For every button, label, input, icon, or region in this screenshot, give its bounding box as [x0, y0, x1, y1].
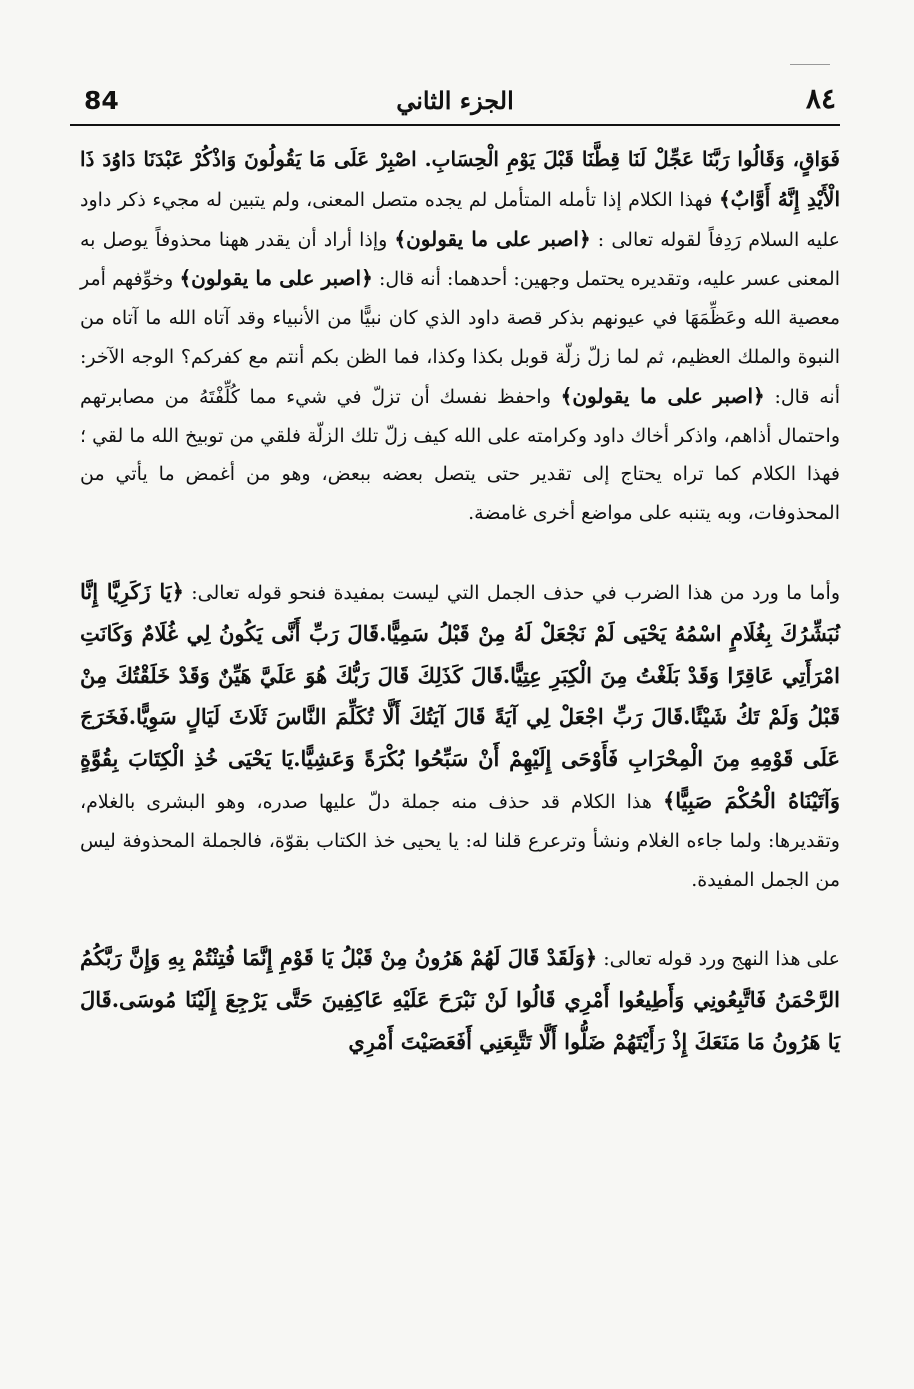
page-number-arabic: ٨٤ — [805, 82, 836, 115]
paragraph-2 — [80, 571, 840, 899]
text-run: فهذا الكلام إذا تأمله المتأمل لم يجده متصل المعنى، ولم يتبين له مجيء ذكر داود عليه السلام رَدِفاً لقوله تعالى : — [80, 188, 840, 251]
quran-quote: ﴿يَا زَكَرِيَّا إِنَّا نُبَشِّرُكَ بِغُلَامٍ اسْمُهُ يَحْيَى لَمْ نَجْعَلْ لَهُ مِنْ قَبْلُ سَمِيًّا.قَالَ رَبِّ أَنَّى يَكُونُ لِي غُلَامٌ وَكَانَتِ امْرَأَتِي عَاقِرًا وَقَدْ بَلَغْتُ مِنَ الْكِبَرِ عِتِيًّا.قَالَ كَذَلِكَ قَالَ رَبُّكَ هُوَ عَلَيَّ هَيِّنٌ وَقَدْ خَلَقْتُكَ مِنْ قَبْلُ وَلَمْ تَكُ شَيْئًا.قَالَ رَبِّ اجْعَلْ لِي آيَةً قَالَ آيَتُكَ أَلَّا تُكَلِّمَ النَّاسَ ثَلَاثَ لَيَالٍ سَوِيًّا.فَخَرَجَ عَلَى قَوْمِهِ مِنَ الْمِحْرَابِ فَأَوْحَى إِلَيْهِمْ أَنْ سَبِّحُوا بُكْرَةً وَعَشِيًّا.يَا يَحْيَى خُذِ الْكِتَابَ بِقُوَّةٍ وَآتَيْنَاهُ الْحُكْمَ صَبِيًّا﴾ — [80, 578, 840, 813]
quran-quote: ﴿اصبر على ما يقولون﴾ — [394, 226, 591, 251]
text-run: هذا الكلام قد حذف منه جملة دلّ عليها صدره، وهو البشرى بالغلام، وتقديرها: ولما جاءه الغلام ونشأ وترعرع قلنا له: يا يحيى خذ الكتاب بقوّة، فالجملة المحذوفة ليس من الجمل المفيدة. — [80, 790, 840, 891]
quran-quote: ﴿اصبر على ما يقولون﴾ — [560, 383, 765, 408]
text-run: وأما ما ورد من هذا الضرب في حذف الجمل التي ليست بمفيدة فنحو قوله تعالى: — [183, 581, 841, 604]
page-body — [80, 140, 840, 1063]
text-run: واحفظ نفسك أن تزلّ في شيء مما كُلِّفْتَهُ من مصابرتهم واحتمال أذاهم، واذكر أخاك داود وكرامته على الله كيف زلّ تلك الزلّة فلقي من توبيخ الله ما لقي ؛ فهذا الكلام كما تراه يحتاج إلى تقدير حتى يتصل بعضه ببعض، وهو من أغمض ما يأتي من المحذوفات، وبه يتنبه على مواضع أخرى غامضة. — [80, 385, 840, 525]
text-run: على هذا النهج ورد قوله تعالى: — [597, 948, 840, 971]
paragraph-1 — [80, 140, 840, 533]
text-run: وخوِّفهم أمر معصية الله وعَظِّمَهَا في عيونهم بذكر قصة داود الذي كان نبيًّا من الأنبياء وقد آتاه الله ما آتاه من النبوة والملك العظيم، ثم لما زلّ زلّة قوبل بكذا وكذا، فما الظن بكم أنتم مع كفركم؟ الوجه الآخر: أنه قال: — [80, 268, 840, 408]
page-header — [70, 78, 840, 128]
text-run: وإذا أراد أن يقدر ههنا محذوفاً يوصل به المعنى عسر عليه، وتقديره يحتمل وجهين: أحدهما: أنه قال: — [80, 228, 840, 291]
volume-title: الجزء الثاني — [396, 86, 514, 115]
page-number-latin: 84 — [84, 86, 119, 115]
paragraph-3 — [80, 937, 840, 1062]
header-divider — [70, 124, 840, 126]
quran-quote: ﴿اصبر على ما يقولون﴾ — [179, 266, 373, 291]
quran-quote: فَوَاقٍ، وَقَالُوا رَبَّنَا عَجِّلْ لَنَا قِطَّنَا قَبْلَ يَوْمِ الْحِسَابِ. اصْبِرْ عَلَى مَا يَقُولُونَ وَاذْكُرْ عَبْدَنَا دَاوُدَ ذَا الْأَيْدِ إِنَّهُ أَوَّابٌ﴾ — [80, 147, 841, 211]
page-corner-mark — [790, 64, 830, 65]
quran-quote: ﴿وَلَقَدْ قَالَ لَهُمْ هَرُونُ مِنْ قَبْلُ يَا قَوْمِ إِنَّمَا فُتِنْتُمْ بِهِ وَإِنَّ رَبَّكُمُ الرَّحْمَنُ فَاتَّبِعُونِي وَأَطِيعُوا أَمْرِي قَالُوا لَنْ نَبْرَحَ عَلَيْهِ عَاكِفِينَ حَتَّى يَرْجِعَ إِلَيْنَا مُوسَى.قَالَ يَا هَرُونُ مَا مَنَعَكَ إِذْ رَأَيْتَهُمْ ضَلُّوا أَلَّا تَتَّبِعَنِي أَفَعَصَيْتَ أَمْرِي — [80, 945, 840, 1054]
